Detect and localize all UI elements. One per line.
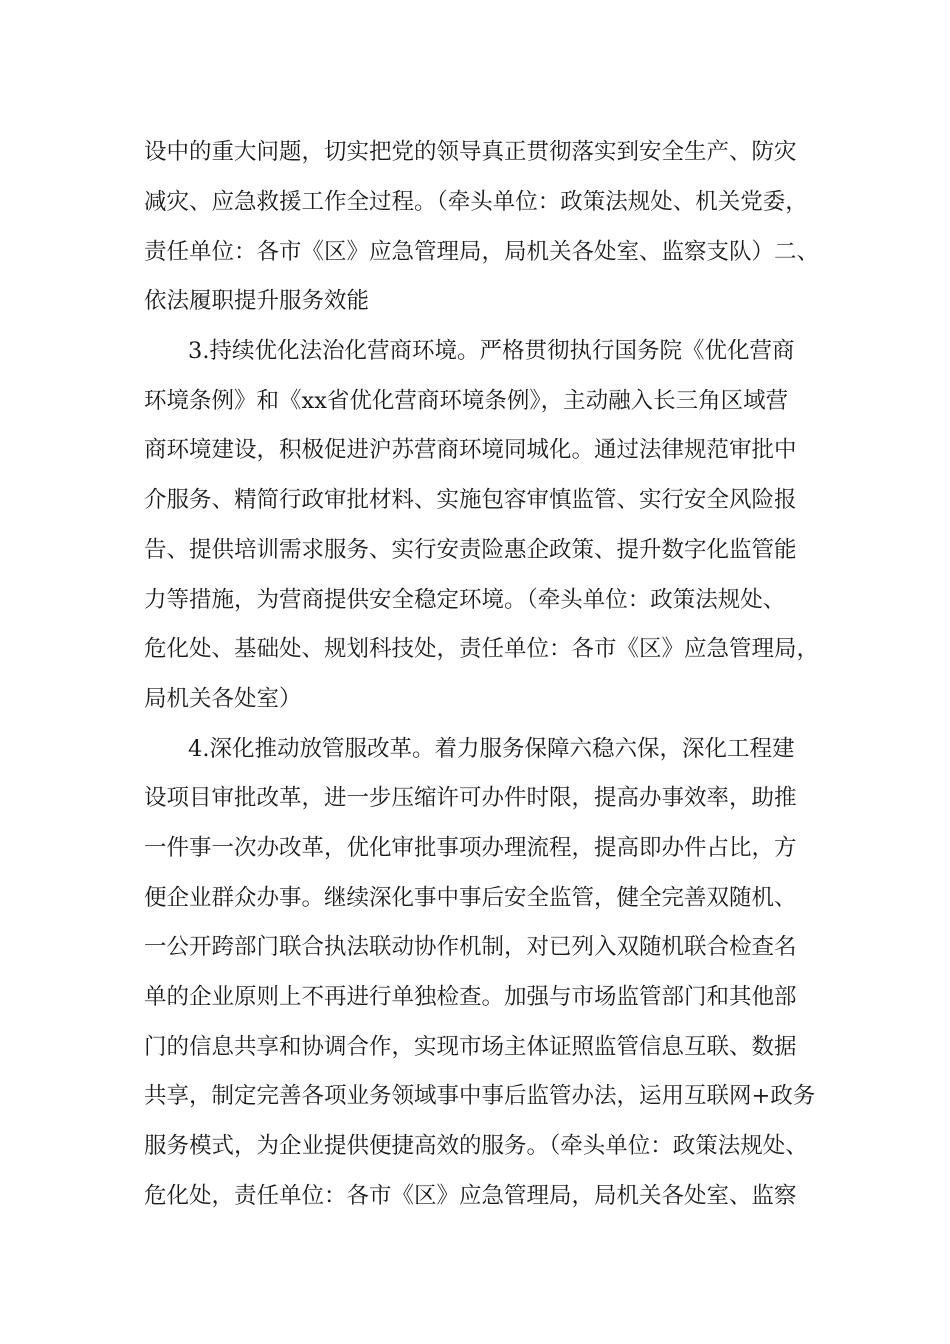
text-line: 力等措施，为营商提供安全稳定环境。（牵头单位：政策法规处、 <box>144 587 786 613</box>
text-line: 设项目审批改革，进一步压缩许可办件时限，提高办事效率，助推 <box>144 785 797 811</box>
text-line: 一公开跨部门联合执法联动协作机制，对已列入双随机联合检查名 <box>144 934 797 960</box>
text-line: 门的信息共享和协调合作，实现市场主体证照监管信息互联、数据 <box>144 1034 797 1060</box>
text-line: 告、提供培训需求服务、实行安责险惠企政策、提升数字化监管能 <box>144 537 797 563</box>
text-line: 设中的重大问题，切实把党的领导真正贯彻落实到安全生产、防灾 <box>144 139 797 165</box>
text-line: 便企业群众办事。继续深化事中事后安全监管，健全完善双随机、 <box>144 885 797 911</box>
text-line: 3.持续优化法治化营商环境。严格贯彻执行国务院《优化营商 <box>188 338 795 364</box>
text-line: 共享，制定完善各项业务领域事中事后监管办法，运用互联网+政务 <box>144 1083 816 1109</box>
text-line: 危化处、基础处、规划科技处，责任单位：各市《区》应急管理局， <box>144 636 820 662</box>
text-line: 介服务、精简行政审批材料、实施包容审慎监管、实行安全风险报 <box>144 487 797 513</box>
text-line: 4.深化推动放管服改革。着力服务保障六稳六保，深化工程建 <box>188 736 795 762</box>
text-line: 减灾、应急救援工作全过程。（牵头单位：政策法规处、机关党委， <box>144 189 808 215</box>
text-line: 环境条例》和《xx省优化营商环境条例》，主动融入长三角区域营 <box>144 388 789 414</box>
text-line: 一件事一次办改革，优化审批事项办理流程，提高即办件占比，方 <box>144 835 797 861</box>
text-line: 单的企业原则上不再进行单独检查。加强与市场监管部门和其他部 <box>144 984 797 1010</box>
text-line: 依法履职提升服务效能 <box>144 288 370 314</box>
text-line: 商环境建设，积极促进沪苏营商环境同城化。通过法律规范审批中 <box>144 437 797 463</box>
text-line: 局机关各处室） <box>144 686 302 712</box>
text-line: 危化处，责任单位：各市《区》应急管理局，局机关各处室、监察 <box>144 1183 797 1209</box>
text-line: 服务模式，为企业提供便捷高效的服务。（牵头单位：政策法规处、 <box>144 1133 808 1159</box>
text-line: 责任单位：各市《区》应急管理局，局机关各处室、监察支队）二、 <box>144 239 820 265</box>
